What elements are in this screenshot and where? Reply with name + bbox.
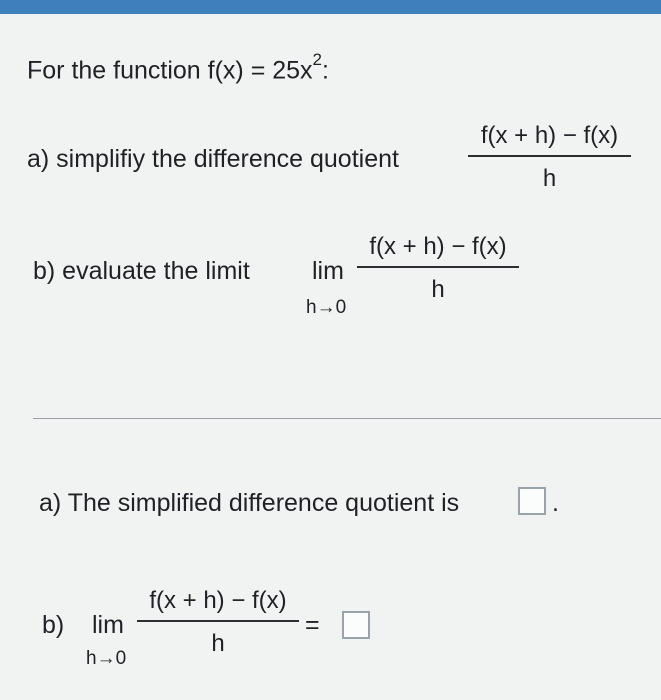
answer-b-denominator: h: [211, 630, 225, 657]
function-prefix: For the function f(x) = 25x: [27, 56, 313, 85]
part-b-label: b) evaluate the limit: [33, 257, 250, 285]
part-a-label: a) simplifiy the difference quotient: [27, 145, 399, 173]
answer-a-input[interactable]: [518, 487, 546, 515]
answer-b-label: b): [42, 611, 65, 639]
answer-b-equals: =: [305, 611, 320, 639]
part-b-lim-subscript: h→0: [306, 297, 347, 318]
part-a-numerator: f(x + h) − f(x): [480, 122, 619, 149]
top-bar: [0, 0, 661, 14]
part-a-difference-quotient: [468, 124, 631, 191]
part-b-denominator: h: [431, 276, 445, 303]
answer-a-period: .: [552, 489, 559, 517]
function-definition: [27, 50, 329, 85]
section-divider: [33, 418, 661, 419]
answer-b-lim: lim: [92, 611, 124, 639]
answer-b-input[interactable]: [342, 611, 370, 639]
part-b-numerator: f(x + h) − f(x): [369, 233, 507, 260]
answer-b-lim-subscript: h→0: [86, 648, 127, 669]
part-b-lim: lim: [312, 257, 344, 285]
function-suffix: :: [322, 56, 329, 85]
part-a-denominator: h: [542, 165, 557, 192]
part-b-difference-quotient: [357, 235, 519, 302]
answer-a-text: a) The simplified difference quotient is: [39, 489, 460, 517]
answer-b-numerator: f(x + h) − f(x): [149, 587, 287, 614]
answer-b-difference-quotient: [137, 589, 299, 656]
function-exponent: 2: [312, 50, 323, 69]
